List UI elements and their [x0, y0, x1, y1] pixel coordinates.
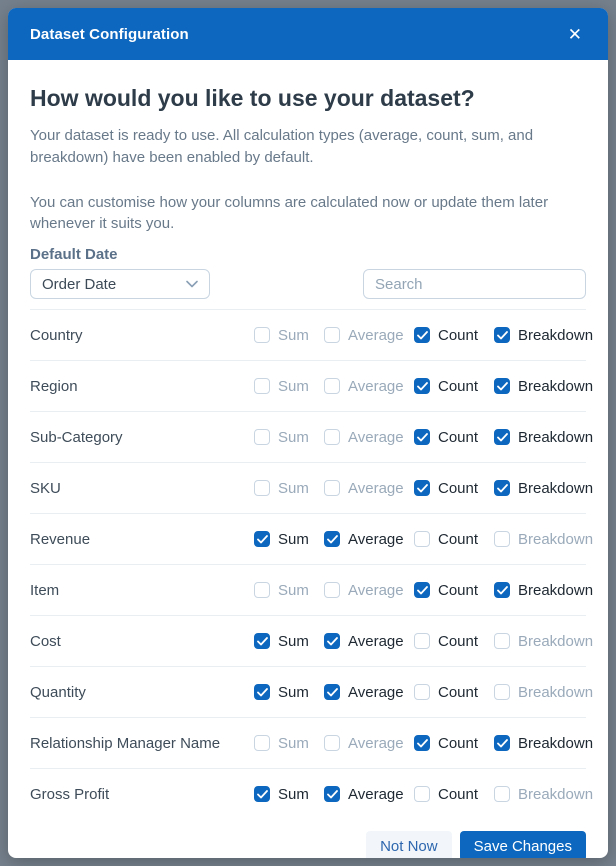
table-row [30, 513, 594, 564]
check-icon [497, 382, 508, 391]
checkbox-option-sum[interactable] [254, 633, 324, 650]
checkbox [324, 582, 340, 598]
page-title: How would you like to use your dataset? [30, 85, 475, 111]
checkbox-option-count[interactable] [414, 633, 494, 650]
check-icon [417, 331, 428, 340]
checkbox-label: Breakdown [518, 632, 594, 650]
check-icon [257, 535, 268, 544]
calculation-options [254, 785, 594, 803]
column-name: Revenue [30, 530, 91, 548]
checkbox-label: Average [348, 581, 404, 599]
checkbox [494, 480, 510, 496]
checkbox [254, 429, 270, 445]
checkbox [254, 480, 270, 496]
checkbox [254, 378, 270, 394]
close-icon[interactable]: ✕ [564, 24, 586, 45]
checkbox-label: Count [438, 785, 479, 803]
checkbox-label: Breakdown [518, 326, 594, 344]
check-icon [327, 790, 338, 799]
check-icon [417, 382, 428, 391]
checkbox [254, 786, 270, 802]
checkbox [254, 531, 270, 547]
checkbox-option-count[interactable] [414, 327, 494, 344]
calculation-options [254, 683, 594, 701]
check-icon [497, 739, 508, 748]
not-now-button[interactable]: Not Now [366, 831, 452, 858]
checkbox-label: Sum [278, 479, 309, 497]
check-icon [417, 739, 428, 748]
checkbox [324, 378, 340, 394]
checkbox-label: Count [438, 428, 479, 446]
checkbox [414, 378, 430, 394]
checkbox-label: Breakdown [518, 785, 594, 803]
checkbox [254, 327, 270, 343]
controls-row [30, 269, 586, 299]
checkbox [494, 735, 510, 751]
modal-title: Dataset Configuration [30, 25, 189, 43]
checkbox [324, 327, 340, 343]
checkbox-label: Breakdown [518, 479, 594, 497]
checkbox-label: Count [438, 734, 479, 752]
checkbox-option-breakdown [494, 785, 594, 803]
checkbox-option-sum [254, 429, 324, 446]
checkbox-label: Breakdown [518, 530, 594, 548]
checkbox-option-average[interactable] [324, 786, 414, 803]
checkbox-label: Sum [278, 632, 309, 650]
checkbox-label: Breakdown [518, 428, 594, 446]
check-icon [257, 688, 268, 697]
checkbox-label: Breakdown [518, 734, 594, 752]
modal-body [8, 60, 608, 819]
checkbox-label: Average [348, 632, 404, 650]
checkbox-option-sum [254, 480, 324, 497]
checkbox-label: Sum [278, 377, 309, 395]
checkbox-option-average [324, 429, 414, 446]
checkbox [324, 633, 340, 649]
checkbox-label: Breakdown [518, 377, 594, 395]
save-changes-button[interactable]: Save Changes [460, 831, 586, 858]
checkbox-label: Count [438, 479, 479, 497]
checkbox-option-average [324, 327, 414, 344]
checkbox [324, 735, 340, 751]
check-icon [417, 484, 428, 493]
checkbox [494, 684, 510, 700]
calculation-options [254, 326, 594, 344]
checkbox-label: Breakdown [518, 581, 594, 599]
checkbox [494, 582, 510, 598]
search-input[interactable] [363, 269, 586, 299]
table-row [30, 309, 594, 360]
table-row [30, 360, 594, 411]
check-icon [497, 331, 508, 340]
checkbox-option-count[interactable] [414, 480, 494, 497]
checkbox-option-breakdown[interactable] [494, 428, 594, 446]
checkbox-option-count[interactable] [414, 786, 494, 803]
checkbox-option-breakdown[interactable] [494, 581, 594, 599]
checkbox-option-sum[interactable] [254, 786, 324, 803]
column-name: Region [30, 377, 78, 395]
column-name: Gross Profit [30, 785, 110, 803]
checkbox [414, 327, 430, 343]
checkbox [414, 531, 430, 547]
checkbox-option-breakdown [494, 683, 594, 701]
default-date-dropdown[interactable] [30, 269, 210, 299]
table-row [30, 462, 594, 513]
column-rows [30, 309, 594, 819]
checkbox-option-average [324, 480, 414, 497]
default-date-label: Default Date [30, 246, 118, 263]
check-icon [327, 637, 338, 646]
checkbox-option-breakdown[interactable] [494, 377, 594, 395]
checkbox-label: Sum [278, 734, 309, 752]
checkbox-option-count[interactable] [414, 735, 494, 752]
default-date-dropdown-value: Order Date [42, 275, 117, 293]
checkbox-label: Average [348, 734, 404, 752]
check-icon [327, 535, 338, 544]
checkbox-option-average [324, 582, 414, 599]
checkbox-label: Sum [278, 785, 309, 803]
checkbox [494, 378, 510, 394]
check-icon [497, 433, 508, 442]
checkbox-option-average [324, 735, 414, 752]
checkbox-label: Count [438, 683, 479, 701]
column-name: Relationship Manager Name [30, 734, 221, 752]
calculation-options [254, 428, 594, 446]
checkbox-option-average [324, 378, 414, 395]
calculation-options [254, 479, 594, 497]
checkbox-label: Sum [278, 581, 309, 599]
checkbox [324, 429, 340, 445]
checkbox-label: Count [438, 377, 479, 395]
intro-paragraph-1: Your dataset is ready to use. All calculation types (average, count, sum, and breakdown) have been enabled by default. [30, 127, 534, 166]
table-row [30, 615, 594, 666]
column-name: Country [30, 326, 83, 344]
column-name: Cost [30, 632, 61, 650]
checkbox-option-average[interactable] [324, 531, 414, 548]
checkbox [414, 735, 430, 751]
checkbox-label: Sum [278, 326, 309, 344]
checkbox-label: Average [348, 683, 404, 701]
check-icon [327, 688, 338, 697]
checkbox-option-sum [254, 582, 324, 599]
checkbox-option-average[interactable] [324, 684, 414, 701]
chevron-down-icon [186, 280, 198, 288]
calculation-options [254, 530, 594, 548]
checkbox-label: Count [438, 581, 479, 599]
checkbox [254, 684, 270, 700]
checkbox-option-breakdown[interactable] [494, 326, 594, 344]
checkbox-label: Average [348, 326, 404, 344]
calculation-options [254, 377, 594, 395]
column-name: Quantity [30, 683, 86, 701]
checkbox [414, 429, 430, 445]
checkbox-option-count[interactable] [414, 429, 494, 446]
checkbox-label: Average [348, 479, 404, 497]
table-row [30, 768, 594, 819]
table-row [30, 564, 594, 615]
checkbox [494, 786, 510, 802]
checkbox [254, 735, 270, 751]
checkbox-label: Count [438, 632, 479, 650]
checkbox-option-sum[interactable] [254, 531, 324, 548]
checkbox-option-breakdown[interactable] [494, 479, 594, 497]
checkbox-option-count[interactable] [414, 684, 494, 701]
checkbox-option-sum [254, 327, 324, 344]
checkbox [414, 633, 430, 649]
checkbox-label: Breakdown [518, 683, 594, 701]
calculation-options [254, 734, 594, 752]
calculation-options [254, 632, 594, 650]
checkbox [254, 582, 270, 598]
table-row [30, 411, 594, 462]
checkbox [414, 480, 430, 496]
checkbox [414, 582, 430, 598]
table-row [30, 666, 594, 717]
checkbox [324, 480, 340, 496]
checkbox [414, 684, 430, 700]
checkbox-label: Average [348, 530, 404, 548]
check-icon [497, 586, 508, 595]
check-icon [417, 433, 428, 442]
calculation-options [254, 581, 594, 599]
column-name: SKU [30, 479, 61, 497]
checkbox [494, 531, 510, 547]
checkbox-option-breakdown[interactable] [494, 734, 594, 752]
check-icon [257, 790, 268, 799]
modal-footer [8, 819, 608, 858]
checkbox [494, 327, 510, 343]
checkbox-option-breakdown [494, 530, 594, 548]
check-icon [497, 484, 508, 493]
checkbox-label: Sum [278, 530, 309, 548]
checkbox-option-sum[interactable] [254, 684, 324, 701]
checkbox-label: Sum [278, 428, 309, 446]
checkbox [324, 531, 340, 547]
checkbox-option-count[interactable] [414, 531, 494, 548]
table-row [30, 717, 594, 768]
checkbox-option-sum [254, 378, 324, 395]
column-name: Item [30, 581, 60, 599]
checkbox-label: Average [348, 785, 404, 803]
checkbox-option-sum [254, 735, 324, 752]
checkbox-label: Average [348, 377, 404, 395]
checkbox-label: Count [438, 326, 479, 344]
column-name: Sub-Category [30, 428, 123, 446]
checkbox-option-average[interactable] [324, 633, 414, 650]
modal-header [8, 8, 608, 60]
intro-paragraph-2: You can customise how your columns are calculated now or update them later whenever it suits you. [30, 193, 549, 233]
dataset-configuration-modal [8, 8, 608, 858]
checkbox [324, 786, 340, 802]
checkbox-label: Count [438, 530, 479, 548]
check-icon [257, 637, 268, 646]
checkbox [494, 429, 510, 445]
checkbox-label: Average [348, 428, 404, 446]
checkbox [254, 633, 270, 649]
check-icon [417, 586, 428, 595]
checkbox-option-count[interactable] [414, 378, 494, 395]
checkbox-option-count[interactable] [414, 582, 494, 599]
checkbox-label: Sum [278, 683, 309, 701]
checkbox-option-breakdown [494, 632, 594, 650]
checkbox [494, 633, 510, 649]
checkbox [324, 684, 340, 700]
checkbox [414, 786, 430, 802]
